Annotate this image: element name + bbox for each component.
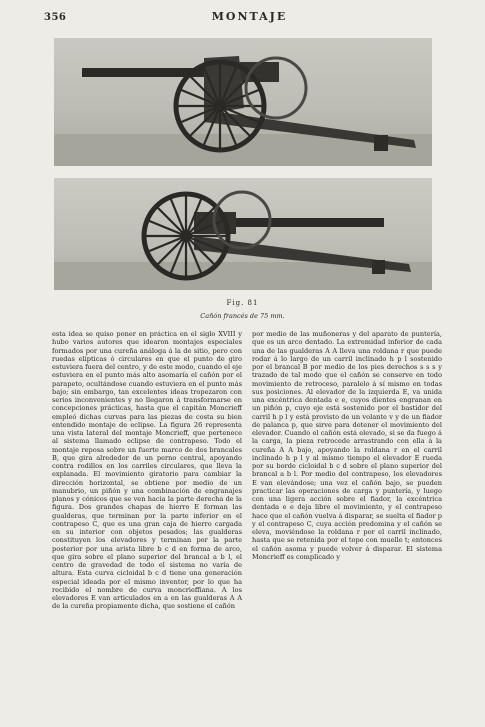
text-column-right [252,330,442,561]
figure-caption: Cañón francés de 75 mm. [200,312,285,320]
body-paragraph-left: esta idea se quiso poner en práctica en el siglo XVIII y hubo varios autores que idearon montajes especiales formados por una cureña análoga á la de sitio, pero con ruedas elípticas ó circulares en que el punto de giro estuviera fuera del centro, y de este modo, cuando el eje estuviera en el punto más alto asomaría el cañón por el parapeto, ocultándose cuando estuviera en el punto más bajo; sin embargo, tan excelentes ideas tropezaron con serios inconvenientes y no llegaron á transformarse en concepciones prácticas, hasta que el capitán Moncrieff empleó dichas curvas para las piezas de costa su bien entendido montaje de eclipse. La figura 26 representa una vista lateral del montaje Moncrieff, que pertenece al sistema llamado eclipse de contrapeso. Todo el montaje reposa sobre un fuerte marco de dos brancales B, que gira alrededor de un perno central, apoyando contra rodillos en los carriles circulares, que lleva la explanada. El movimiento giratorio para cambiar la dirección horizontal, se obtiene por medio de un manubrio, un piñón y una combinación de engranajes planos y cónicos que se ven hacia la parte derecha de la figura. Dos grandes chapas de hierro E forman las gualderas, que terminan por la parte inferior en el contrapeso C, que es una gran caja de hierro cargada en su interior con objetos pesados; las gualderas constituyen los elevadores y terminan por la parte posterior por una arista libre b c d en forma de arco, que gira sobre el plano superior del brancal a b l, el centro de gravedad de todo el sistema no varía de altura. Esta curva cicloidal b c d tiene una generación especial ideada por el mismo inventor, por lo que ha recibido el nombre de curva moncrieffiana. A los elevadores E van articulados en a en las gualderas A A de la cureña propiamente dicha, que sostiene el cañón [52,330,242,611]
figure-photo-top [54,38,432,166]
figure-photo-bottom [54,178,432,290]
cannon-illustration-bottom [54,178,432,290]
cannon-illustration-top [54,38,432,166]
text-column-left [52,330,242,611]
body-paragraph-right: por medio de las muñoneras y del aparato de puntería, que es un arco dentado. La extremidad inferior de cada una de las gualderas A A lleva una roldana r que puede rodar á lo largo de un carril inclinado h p l sostenido por el brancal B por medio de los pies derechos s s s y trazado de tal modo que el cañón se conserve en todo movimiento de retroceso, paralelo á sí mismo en todas sus posiciones. Al elevador de la izquierda E, va unida una excéntrica dentada e e, cuyos dientes engranan en un piñón p, cuyo eje está sostenido por el bastidor del carril h p l y está provisto de un volante v y de un fiador de palanca p, que sirve para detener el movimiento del elevador. Cuando el cañón está elevado, si se da fuego á la carga, la pieza retrocede arrastrando con ella á la cureña A A bajo, apoyando la roldana r en el carril inclinado h p l y al mismo tiempo el elevador E rueda por su borde cicloidal b c d sobre el plano superior del brancal a b l. Por medio del contrapeso, los elevadores E van elevándose; una vez el cañón bajo, se pueden practicar las operaciones de carga y puntería, y luego con una ligera acción sobre el fiador, la excéntrica dentada e e deja libre el movimiento, y el contrapeso hace que el cañón vuelva á disparar, se suelta el fiador p y el contrapeso C, cuya acción predomina y el cañón se eleva, moviéndose la roldana r por el carril inclinado, hasta que se retenida por el tope con muelle t; entonces el cañón asoma y puede volver á disparar. El sistema Moncrieff es complicado y [252,330,442,561]
page-number: 356 [44,12,67,23]
page-header [44,6,455,28]
running-head: MONTAJE [211,10,288,23]
figure-label: Fig. 81 [226,299,259,307]
